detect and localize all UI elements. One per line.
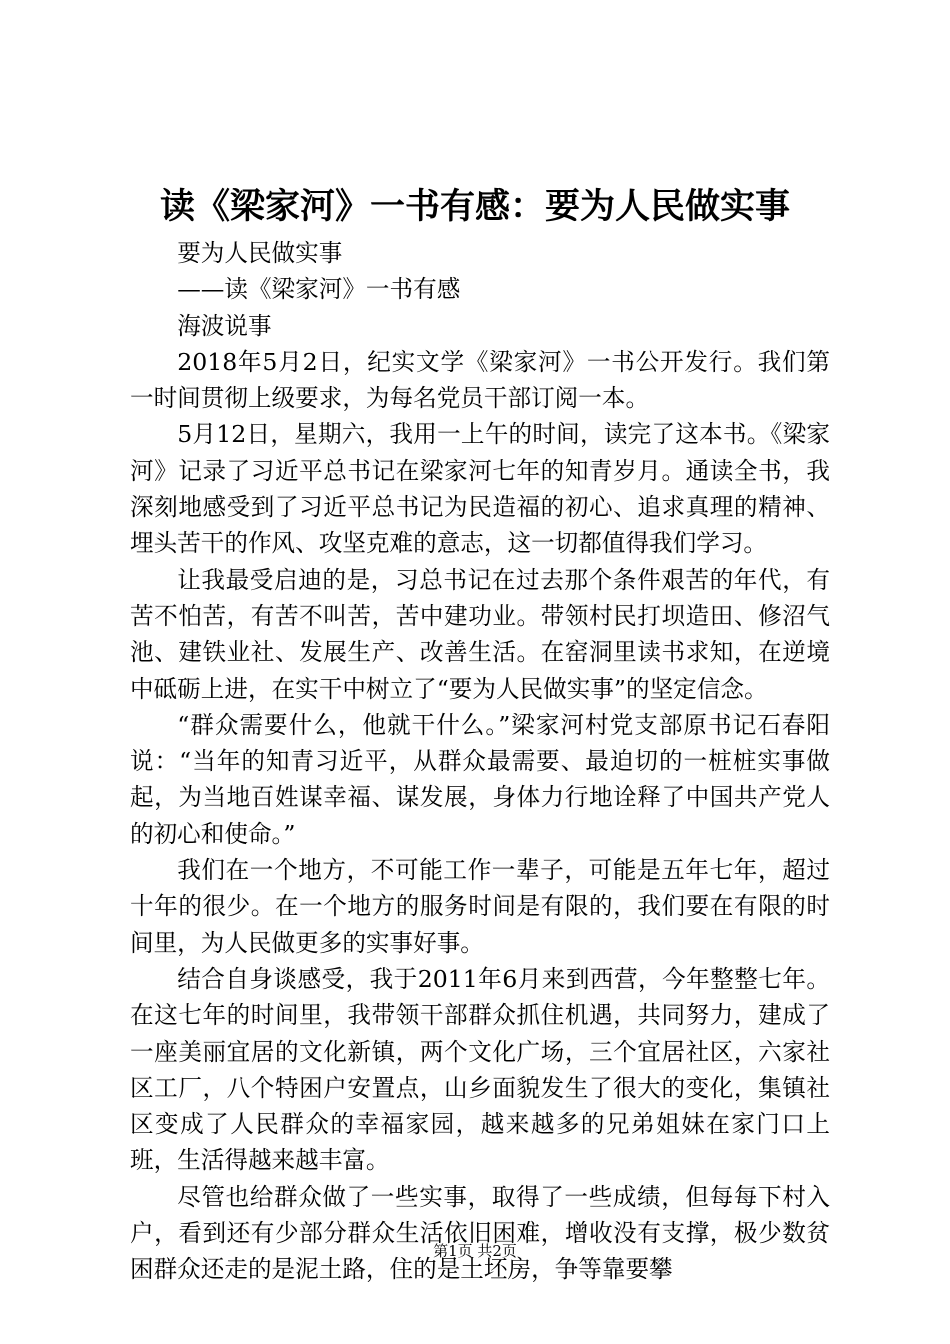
author-line: 海波说事 <box>177 311 272 340</box>
document-body <box>130 235 830 1288</box>
body-paragraph: 2018年5月2日，纪实文学《梁家河》一书公开发行。我们第一时间贯彻上级要求，为每名党员干部订阅一本。 <box>130 347 830 413</box>
document-title: 读《梁家河》一书有感：要为人民做实事 <box>159 186 790 227</box>
body-paragraph: “群众需要什么，他就干什么。”梁家河村党支部原书记石春阳说：“当年的知青习近平，从群众最需要、最迫切的一桩桩实事做起，为当地百姓谋幸福、谋发展，身体力行地诠释了中国共产党人的初心和使命。” <box>130 710 830 848</box>
body-paragraph: 我们在一个地方，不可能工作一辈子，可能是五年七年，超过十年的很少。在一个地方的服务时间是有限的，我们要在有限的时间里，为人民做更多的实事好事。 <box>130 856 830 957</box>
page-number-footer: 第1页 共2页 <box>433 1242 517 1260</box>
subtitle-line: 要为人民做实事 <box>177 239 343 267</box>
body-paragraph: 5月12日，星期六，我用一上午的时间，读完了这本书。《梁家河》记录了习近平总书记在梁家河七年的知青岁月。通读全书，我深刻地感受到了习近平总书记为民造福的初心、追求真理的精神、埋头苦干的作风、攻坚克难的意志，这一切都值得我们学习。 <box>130 420 830 558</box>
body-paragraph: 尽管也给群众做了一些实事，取得了一些成绩，但每每下村入户，看到还有少部分群众生活依旧困难，增收没有支撑，极少数贫困群众还走的是泥土路，住的是土坯房，争等靠要攀 <box>130 1182 830 1284</box>
body-paragraph: 让我最受启迪的是，习总书记在过去那个条件艰苦的年代，有苦不怕苦，有苦不叫苦，苦中建功业。带领村民打坝造田、修沼气池、建铁业社、发展生产、改善生活。在窑洞里读书求知，在逆境中砥砺上进，在实干中树立了“要为人民做实事”的坚定信念。 <box>130 565 830 703</box>
body-paragraph: 结合自身谈感受，我于2011年6月来到西营，今年整整七年。在这七年的时间里，我带领干部群众抓住机遇，共同努力，建成了一座美丽宜居的文化新镇，两个文化广场，三个宜居社区，六家社区工厂，八个特困户安置点，山乡面貌发生了很大的变化，集镇社区变成了人民群众的幸福家园，越来越多的兄弟姐妹在家门口上班，生活得越来越丰富。 <box>130 964 830 1175</box>
subtitle-line: ——读《梁家河》一书有感 <box>177 275 461 304</box>
